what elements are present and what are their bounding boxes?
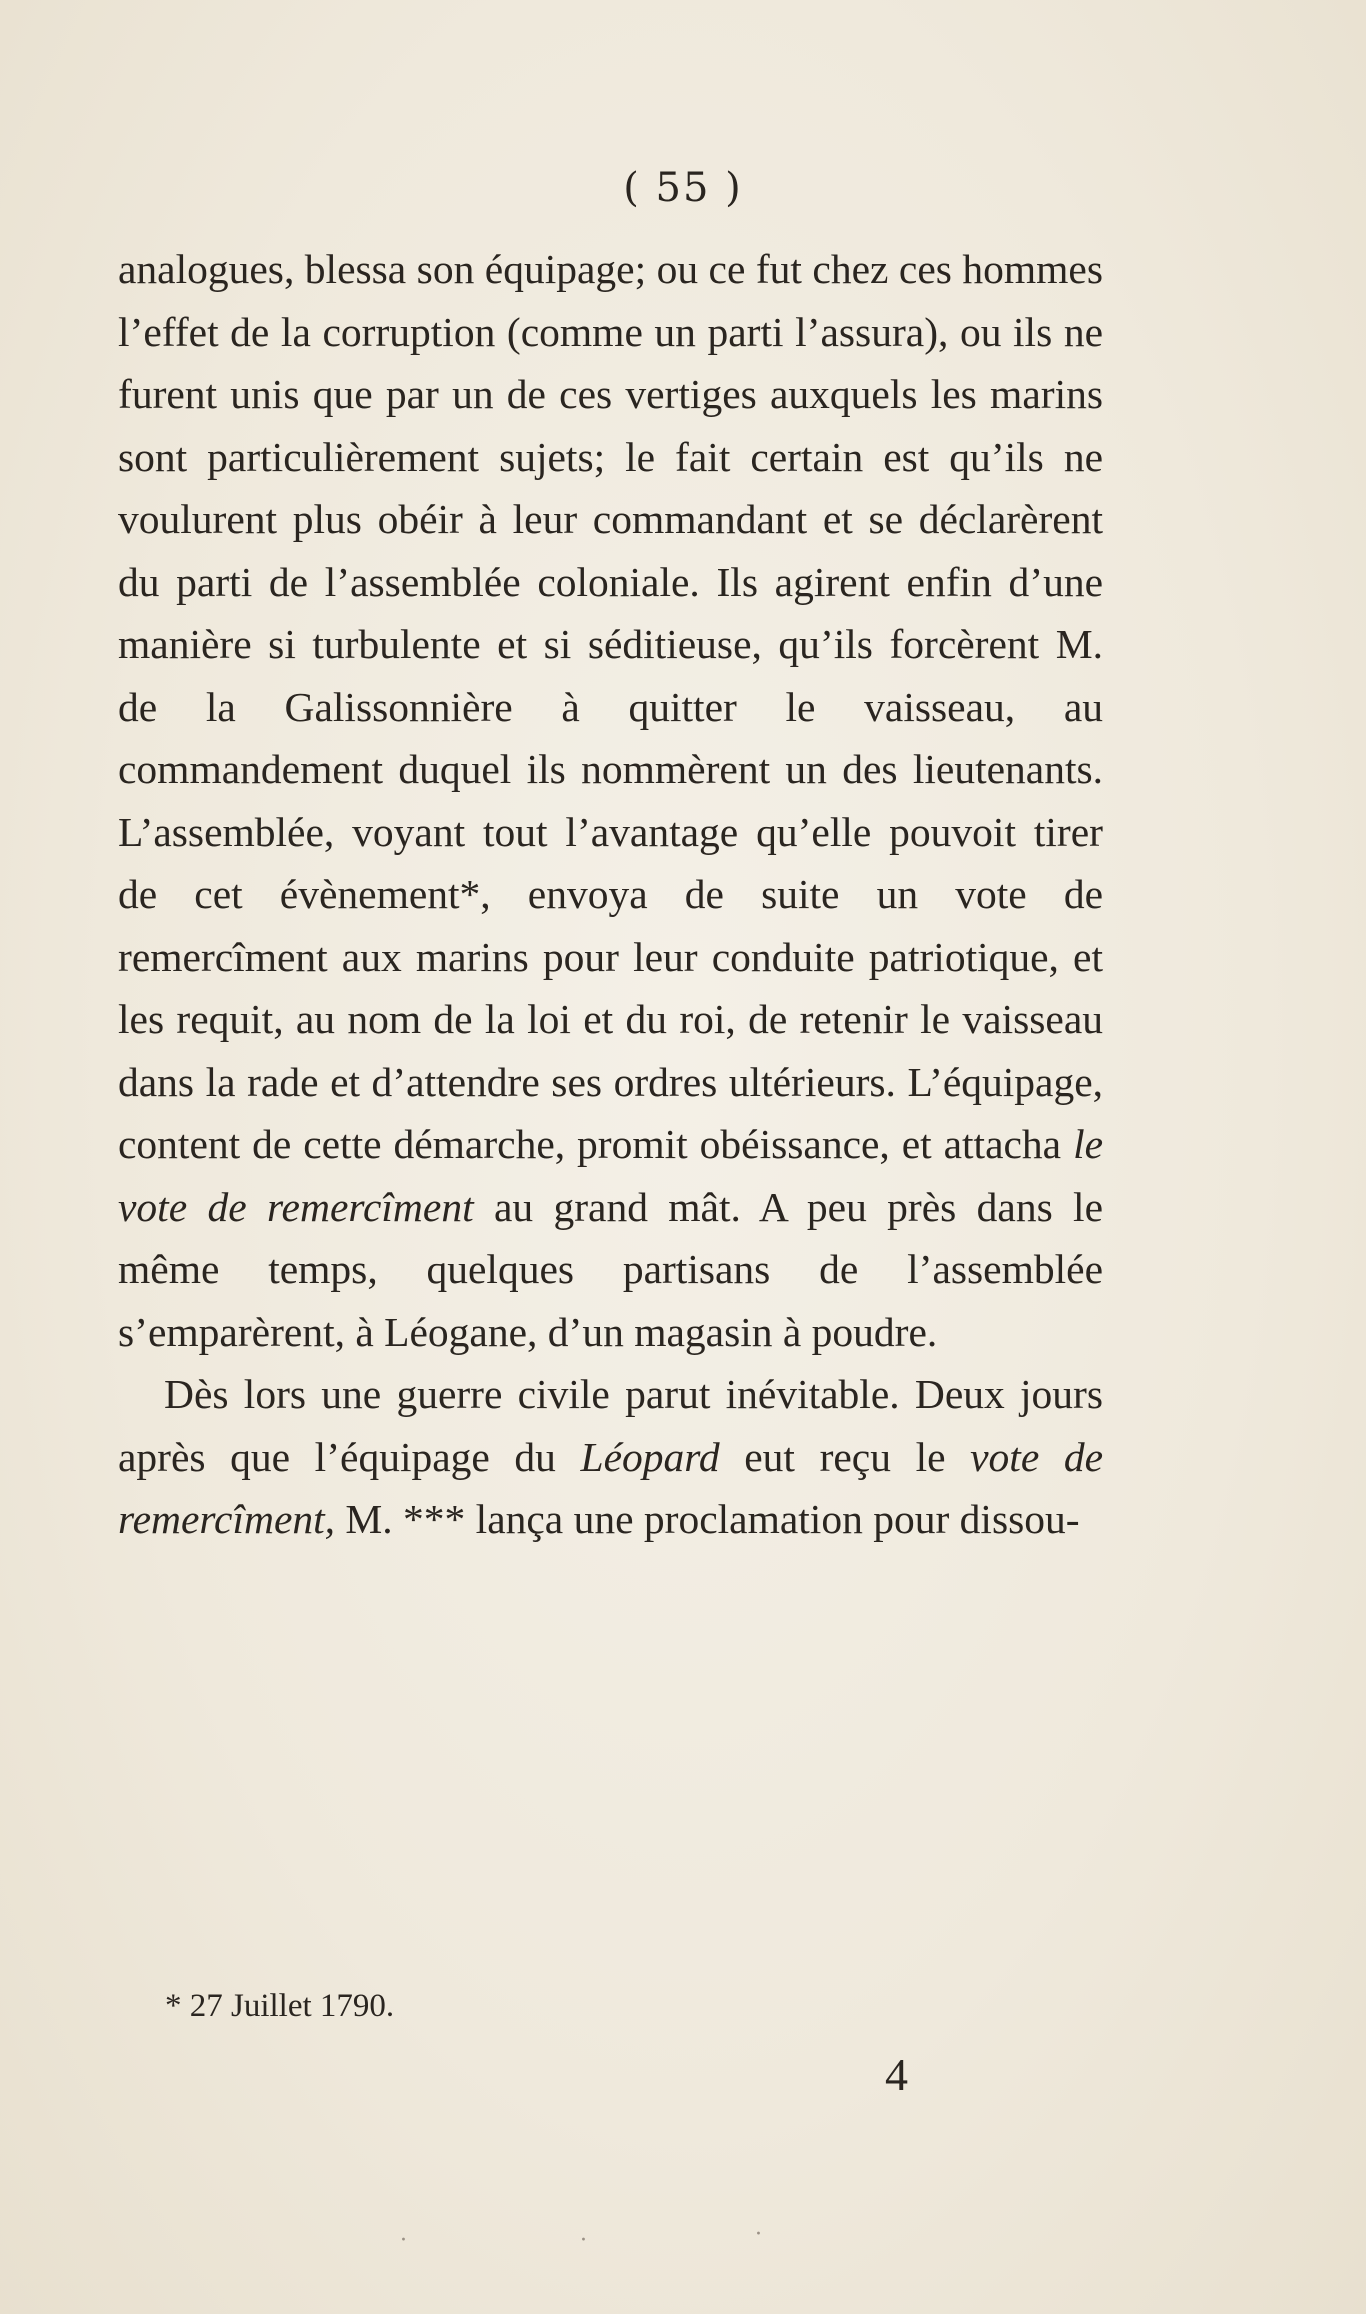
paragraph-2-text-a: Dès lors une guerre civile parut inévitable. Deux jours après que l’équipage du bbox=[118, 1371, 1103, 1480]
ink-speck: · bbox=[580, 2228, 587, 2253]
ship-name: Léopard bbox=[580, 1433, 720, 1480]
paragraph-2 bbox=[118, 1363, 1103, 1551]
page-number-header: ( 55 ) bbox=[623, 165, 743, 211]
ink-speck: · bbox=[400, 2228, 407, 2253]
footnote: * 27 Juillet 1790. bbox=[165, 1988, 395, 2024]
signature-mark: 4 bbox=[885, 2049, 908, 2100]
italic-phrase-2: vote de remercîment, bbox=[118, 1433, 1104, 1542]
body-text bbox=[118, 238, 1103, 1551]
paragraph-2-text-b: eut reçu le bbox=[744, 1433, 946, 1480]
ink-speck: · bbox=[755, 2222, 762, 2247]
paragraph-1-continuation: au grand mât. A peu près dans le même temps, quelques partisans de l’assemblée s’emparèrent, à Léogane, d’un magasin à poudre. bbox=[118, 1183, 1104, 1355]
italic-phrase: le vote de remercîment bbox=[118, 1121, 1104, 1230]
paragraph-1-text: analogues, blessa son équipage; ou ce fut chez ces hommes l’effet de la corruption (comme un parti l’assura), ou ils ne furent unis que par un de ces vertiges auxquels les marins sont particulièrement sujets; le fait certain est qu’ils ne voulurent plus obéir à leur commandant et se déclarèrent du parti de l’assemblée coloniale. Ils agirent enfin d’une manière si turbulente et si séditieuse, qu’ils forcèrent M. de la Galissonnière à quitter le vaisseau, au commandement duquel ils nommèrent un des lieutenants. L’assemblée, voyant tout l’avantage qu’elle pouvoit tirer de cet évènement*, envoya de suite un vote de remercîment aux marins pour leur conduite patriotique, et les requit, au nom de la loi et du roi, de retenir le vaisseau dans la rade et d’attendre ses ordres ultérieurs. L’équipage, content de cette démarche, promit obéissance, et attacha bbox=[118, 246, 1103, 1167]
paragraph-2-text-c: M. *** lança une proclamation pour dissou- bbox=[345, 1496, 1080, 1542]
paragraph-1 bbox=[118, 238, 1103, 1363]
